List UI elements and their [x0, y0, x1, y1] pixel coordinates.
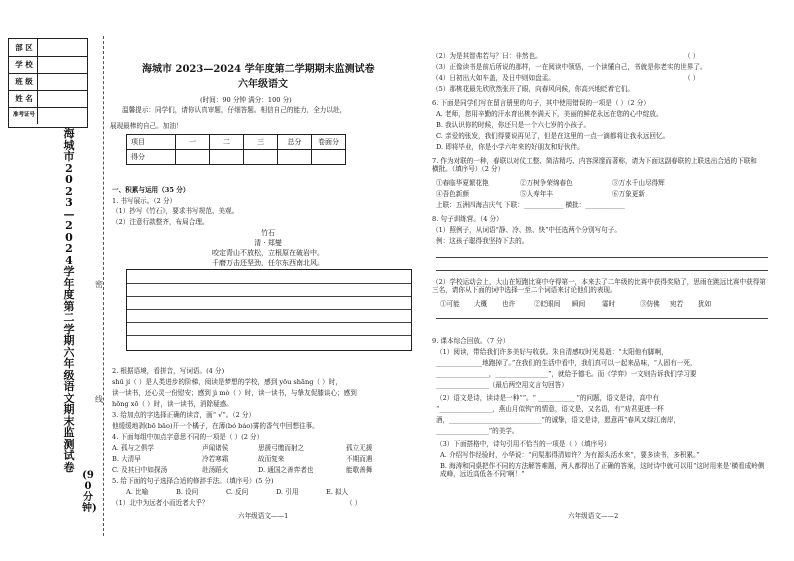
q4-option: 冷若寒霜	[202, 455, 229, 463]
exam-subtitle: 六年级语文	[238, 79, 288, 90]
question-8: 8. 句子训练营。（4 分）	[432, 215, 503, 223]
score-header: 卷面分	[312, 135, 346, 150]
writing-line	[127, 335, 411, 336]
q8-word: 犹如	[698, 300, 712, 308]
question-9-3-b: B. 海涛和同桌把作不同的方法解答难题，两人都得出了正确的答案，这时诗中就可以用“这时用来是‘横看成岭侧成峰，远近高低各不同’啊！”	[440, 462, 765, 478]
info-row-school	[9, 56, 87, 74]
q5-option: B. 设问	[176, 488, 199, 496]
info-label: 部 区	[11, 39, 38, 56]
q7-option: ②万树争荣绵春色	[520, 179, 573, 187]
q8-word: 也许	[502, 300, 516, 308]
student-info-box	[8, 38, 88, 128]
score-row-label: 得分	[127, 150, 176, 165]
question-5-4: （4）日初出大如车盖，及日中则如盘盂。	[432, 74, 555, 82]
writing-line	[127, 283, 411, 284]
score-cell[interactable]	[176, 150, 210, 165]
question-9-1: （1）阅读，带给我们许多美好与收获。朱自清感叹时光易逝：“太阳他有脚啊，	[436, 348, 668, 356]
q7-option: ①春临华夏繁花艳	[436, 179, 489, 187]
q4-option: 孤立无援	[346, 444, 373, 452]
question-2-line-3: hōng xō（ ）时，读一读书，消除疑惑。	[112, 400, 233, 408]
question-9-1-c: ________________，________________”，就给予德毛。而《学弈》一文则告诉我们学习要	[436, 370, 697, 378]
answer-paren[interactable]: （ ）	[684, 52, 700, 60]
writing-line	[127, 296, 411, 297]
q4-option: 不期而遇	[346, 455, 373, 463]
q7-option: ⑥万象更新	[612, 190, 645, 198]
poem-line-1: 咬定青山不放松，立根原在破岩中。	[212, 249, 324, 257]
answer-paren[interactable]: （ ）	[684, 74, 700, 82]
score-cell[interactable]	[244, 150, 278, 165]
writing-line	[127, 322, 411, 323]
question-8-2: （2）学校运动会上，大山在短跑比赛中夺得第一，本来去了二年级的比赛中获得奖励了，思雨在跳远比赛中获得第三名，请你从下面的词中选择一至二个词语来讨论他们的表现。	[432, 278, 766, 294]
q4-option: B. 大清早	[112, 455, 141, 463]
seal-dashed-line	[103, 36, 104, 536]
q8-word: 宛若	[670, 300, 684, 308]
q4-option: C. 及其日中如探汤	[112, 466, 168, 474]
exam-title: 海城市 2023—2024 学年度第二学期期末监测试卷	[142, 64, 375, 75]
vertical-exam-title: 海城市2023—2024学年度第二学期六年级语文期末监测试卷	[63, 127, 75, 474]
question-2-line-2: 读一读书，还心灵一份慰安；感到 jì mò（ ）时，读一读书，与挚友促膝谈心；感到	[112, 389, 357, 397]
question-9: 9. 课本综合回放。（7 分）	[432, 337, 510, 345]
answer-line[interactable]	[436, 257, 768, 258]
section-1-heading: 一、积累与运用（35 分）	[112, 186, 190, 194]
q4-option: 能歌善舞	[346, 466, 373, 474]
q8-word: ③仿佛	[640, 300, 660, 308]
question-1-part-1: （1）抄写《竹石》，要求书写规范、美观。	[112, 207, 239, 215]
question-5-1: （1）北中为远者小而近者大乎？	[112, 499, 209, 507]
question-9-1-b: ______________地跑掉了。”在我们的生活中看中，我们真可以一起来品味，“人固有一死，	[436, 359, 697, 367]
score-cell[interactable]	[278, 150, 312, 165]
question-2-line-1: shū jí（ ）是人类进步的阶梯，阅读是梦想的学校，感到 yōu shāng（ ）时，	[112, 378, 342, 386]
score-table	[126, 134, 346, 165]
question-1-part-2: （2）注意行款整齐，布局合理。	[112, 218, 209, 226]
question-4: 4. 下面每组中加点字意思不同的一项是（ ）(2 分）	[112, 433, 264, 441]
q6-option: B. 我认识你的时候，你还只是一个六七岁的小孩子。	[436, 121, 591, 129]
q5-option: C. 反问	[226, 488, 249, 496]
seal-char: 线	[95, 395, 103, 404]
q8-word: ①可能	[440, 300, 460, 308]
info-row-name	[9, 90, 87, 108]
q8-word: ②眨眼间	[534, 300, 561, 308]
score-table-header-row	[127, 135, 346, 150]
q7-option: ⑤人寿年丰	[520, 190, 553, 198]
score-header: 一	[176, 135, 210, 150]
writing-line	[127, 309, 411, 310]
poem-line-2: 千磨万击还坚劲，任尔东西南北风。	[212, 259, 324, 267]
question-9-3-a: A. 介绍写作经验时，小华说：“问渠那得清如许？为有源头活水来”，要多读书，多积累。”	[440, 451, 700, 459]
q5-option: E. 拟人	[326, 488, 349, 496]
q4-option: 声闻诸侯	[202, 444, 229, 452]
q5-option: A. 比喻	[126, 488, 149, 496]
score-header: 三	[244, 135, 278, 150]
page-2-footer: 六年级语文——2	[568, 512, 619, 520]
tip-line-1: 温馨提示：同学们，请你认真审题，仔细答题。相信自己的能力，全力以赴，	[122, 106, 347, 114]
score-header: 项目	[127, 135, 176, 150]
q7-option: ③万水千山尽得辉	[612, 179, 665, 187]
info-row-class	[9, 73, 87, 91]
info-label: 学 校	[11, 56, 38, 73]
question-5: 5. 给下面的句子选择合适的修辞手法。（填序号）(5 分)	[112, 477, 274, 485]
q4-option: 思援弓缴而射之	[258, 444, 305, 452]
q4-option: 赴汤蹈火	[202, 466, 229, 474]
q7-option: ④吾色新颜	[436, 190, 469, 198]
info-row-district	[9, 39, 87, 57]
q4-option: 故而复来	[258, 455, 285, 463]
question-8-1: （1）照例子，从词语“静、冷、热、快”中任选两个分别写句子。	[432, 226, 621, 234]
answer-paren[interactable]: （ ）	[346, 499, 362, 507]
q6-option: A. 老师，您用辛勤的汗水育出桃李满天下，美丽的鲜花永远在您的心中绽放。	[436, 110, 663, 118]
page-1-footer: 六年级语文——1	[238, 512, 289, 520]
info-label: 姓 名	[11, 90, 38, 107]
info-label: 准考证号	[11, 107, 38, 124]
info-row-exam-number	[9, 107, 87, 124]
score-header: 总分	[278, 135, 312, 150]
question-9-1-d: ________________（最后两空用文言句回答）	[436, 381, 568, 389]
question-6: 6. 下面是同学们写在留言册里的句子，其中使用错误的一项是（ ）（2 分）	[432, 99, 650, 107]
q8-word: 霎时	[602, 300, 616, 308]
question-1: 1. 书写展示。（2 分）	[112, 197, 177, 205]
q8-word: 瞬间	[572, 300, 586, 308]
question-3: 3. 给加点的字选择正确的读音，画“ √”。（2 分）	[112, 411, 256, 419]
tip-line-2: 展现最棒的自己。加油！	[110, 122, 183, 130]
score-cell[interactable]	[210, 150, 244, 165]
question-9-2: （2）语文是诗，读诗是一种“”。“ ___________ ”的问题，语文是诗，高中有	[436, 394, 659, 402]
score-table-score-row	[127, 150, 346, 165]
q5-option: D. 引用	[276, 488, 299, 496]
question-9-2-d: ________________”的美学。	[436, 427, 519, 435]
question-5-3: （3）正像读书是前后所说的那样，一在阅读中领悟，一个读懂自己，书就是你老实的世界了。	[432, 63, 707, 71]
question-5-2: （2）为是其智弗若与？曰：非然也。	[432, 52, 542, 60]
seal-char: 密	[95, 280, 103, 289]
question-9-3: （3）下面搭格中，诗句引用不恰当的一项是（ ）（填序号）	[436, 440, 611, 448]
q7-couplet-fill[interactable]: 上联：五洲四海吉庆气 下联：____________ 横批：____________	[436, 201, 625, 209]
question-7: 7. 作为对联的一种，春联以对仗工整、简洁精巧、内容深邃而著称，请为下面这副春联的上联选出合适的下联和横批。（填序号）（2 分）	[432, 157, 757, 173]
question-9-2-c: 酒，____________________________”的诚挚，语文是诗，愿意再“春风又绿江南岸，	[436, 416, 681, 424]
info-label: 班 级	[11, 73, 38, 90]
score-cell[interactable]	[312, 150, 346, 165]
vertical-exam-time: (90分钟)	[82, 470, 97, 514]
question-2: 2. 根据语境，看拼音，写词语。(4 分)	[112, 367, 225, 375]
q8-word: 大概	[474, 300, 488, 308]
q6-option: C. 亲爱的张发，我们得要说再见了，但是在这里的一点一滴都将让我永远回忆。	[436, 132, 670, 140]
answer-line[interactable]	[436, 270, 768, 271]
score-header: 二	[210, 135, 244, 150]
poem-author: 清 · 郑燮	[254, 239, 282, 247]
q6-option: D. 即将毕业，你是小学六年来的好朋友和好伙伴。	[436, 143, 584, 151]
q4-option: A. 孤与之俱学	[112, 444, 154, 452]
question-9-2-b: “________________，燕山月似钩”的情意，语文是，又名语，有“劝君更进一杯	[436, 405, 664, 413]
answer-line[interactable]	[436, 318, 768, 319]
question-8-1-example: 例：这孩子聪得我坚持下去的。	[436, 237, 529, 245]
exam-time-info: (时间：90 分钟 满分：100 分)	[200, 96, 292, 104]
handwriting-box[interactable]	[126, 269, 412, 351]
question-5-5: （5）那桃花最先欣欣然张开了眼，向春风问候，你高兴地眨着它们。	[432, 85, 635, 93]
q4-option: D. 通国之善弈者也	[258, 466, 314, 474]
poem-title: 竹石	[261, 229, 275, 237]
question-3-line-1: 他缓缓地剥(bō bāo)开一个橘子，在薄(bó báo)雾的香气中回想往事。	[112, 422, 319, 430]
